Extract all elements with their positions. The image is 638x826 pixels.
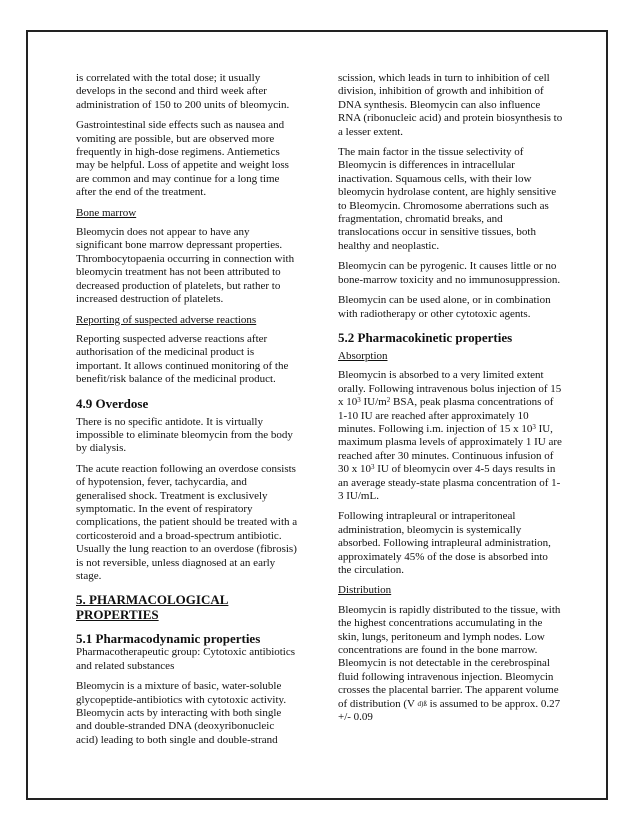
paragraph: scission, which leads in turn to inhibition of cell division, inhibition of growth and inhibition of DNA synthesis. Bleomycin can also influence RNA (ribonucleic acid) and protein biosynthesis to a lesser extent. bbox=[338, 72, 563, 138]
heading-pharmacological-properties: 5. PHARMACOLOGICAL PROPERTIES bbox=[76, 592, 229, 623]
superscript: 3 bbox=[371, 463, 375, 472]
paragraph: Bleomycin can be pyrogenic. It causes little or no bone-marrow toxicity and no immunosuppression. bbox=[338, 260, 561, 286]
subheading-reporting: Reporting of suspected adverse reactions bbox=[76, 313, 257, 326]
paragraph: Gastrointestinal side effects such as nausea and vomiting are possible, but are observed more frequently in high-dose regimens. Antiemetics may be helpful. Loss of appetite and weight loss are common and may continue for a long time after the end of the treatment. bbox=[76, 119, 289, 199]
subheading-absorption: Absorption bbox=[338, 349, 388, 362]
text-run: BSA, peak plasma concentrations of 1-10 IU are reached after approximately 10 minutes. Following i.m. injection of 15 x 10 bbox=[338, 396, 554, 435]
text-run: Bleomycin is absorbed to a very limited extent orally. Following intravenous bolus injection of 15 x 10 bbox=[338, 369, 562, 409]
left-column bbox=[76, 72, 298, 754]
paragraph: Pharmacotherapeutic group: Cytotoxic antibiotics and related substances bbox=[76, 646, 296, 672]
paragraph: Reporting suspected adverse reactions after authorisation of the medicinal product is important. It allows continued monitoring of the benefit/risk balance of the medicinal product. bbox=[76, 332, 289, 386]
text-run: IU, maximum plasma levels of approximately 1 IU are reached after 30 minutes. Continuous infusion of 30 x 10 bbox=[338, 422, 562, 476]
paragraph: Bleomycin does not appear to have any significant bone marrow depressant properties. Thrombocytopaenia occurring in connection with bleomycin treatment has not been attributed to decreased production of platelets, but rather to increased destruction of platelets. bbox=[76, 226, 295, 306]
subscript: d)ß bbox=[417, 699, 427, 708]
superscript: 2 bbox=[386, 396, 391, 405]
subheading-bone-marrow: Bone marrow bbox=[76, 206, 137, 219]
paragraph: Bleomycin is a mixture of basic, water-soluble glycopeptide-antibiotics with cytotoxic activity. Bleomycin acts by interacting with both single and double-stranded DNA (deoxyribonucleic acid) leading to both single and double-strand bbox=[76, 680, 287, 746]
superscript: 3 bbox=[357, 396, 361, 405]
paragraph: The main factor in the tissue selectivity of Bleomycin is differences in intracellular inactivation. Squamous cells, with their low bleomycin hydrolase content, are highly sensitive to Bleomycin. Chromosome aberrations such as fragmentation, chromatid breaks, and translocations occur in sensitive tissues, both healthy and neoplastic. bbox=[338, 146, 557, 252]
heading-overdose: 4.9 Overdose bbox=[76, 395, 149, 411]
superscript: 3 bbox=[532, 422, 536, 431]
paragraph-distribution bbox=[338, 604, 564, 725]
text-run: Bleomycin is rapidly distributed to the tissue, with the highest concentrations accumulating in the skin, lungs, peritoneum and lymph nodes. Low concentrations are found in the bone marrow. Bleomycin is not detectable in the cerebrospinal fluid following intravenous injection. Bleomycin crosses the placental barrier. The apparent volume of distribution (V bbox=[338, 603, 561, 710]
paragraph: There is no specific antidote. It is virtually impossible to eliminate bleomycin from the body by dialysis. bbox=[76, 415, 293, 455]
paragraph: is correlated with the total dose; it usually develops in the second and third week after administration of 150 to 200 units of bleomycin. bbox=[76, 72, 290, 111]
paragraph: Bleomycin can be used alone, or in combination with radiotherapy or other cytotoxic agents. bbox=[338, 294, 551, 320]
paragraph: The acute reaction following an overdose consists of hypotension, fever, tachycardia, and generalised shock. Treatment is exclusively symptomatic. In the event of respiratory complications, the patient should be treated with a corticosteroid and a broad-spectrum antibiotic. Usually the lung reaction to an overdose (fibrosis) is not reversible, unless diagnosed at an early stage. bbox=[76, 462, 298, 582]
text-run: is assumed to be approx. 0.27 +/- 0.09 bbox=[338, 697, 561, 724]
text-run: IU/m bbox=[360, 396, 387, 409]
heading-pharmacokinetic: 5.2 Pharmacokinetic properties bbox=[338, 329, 513, 345]
paragraph-absorption bbox=[338, 369, 564, 503]
subheading-distribution: Distribution bbox=[338, 584, 392, 597]
paragraph: Following intrapleural or intraperitoneal administration, bleomycin is systemically absorbed. Following intrapleural administration, approximately 45% of the dose is absorbed into the circulation. bbox=[338, 510, 551, 576]
text-run: IU of bleomycin over 4-5 days results in an average steady-state plasma concentration of 1-3 IU/mL. bbox=[338, 463, 561, 502]
heading-pharmacodynamic: 5.1 Pharmacodynamic properties bbox=[76, 631, 261, 647]
right-column bbox=[338, 72, 564, 731]
